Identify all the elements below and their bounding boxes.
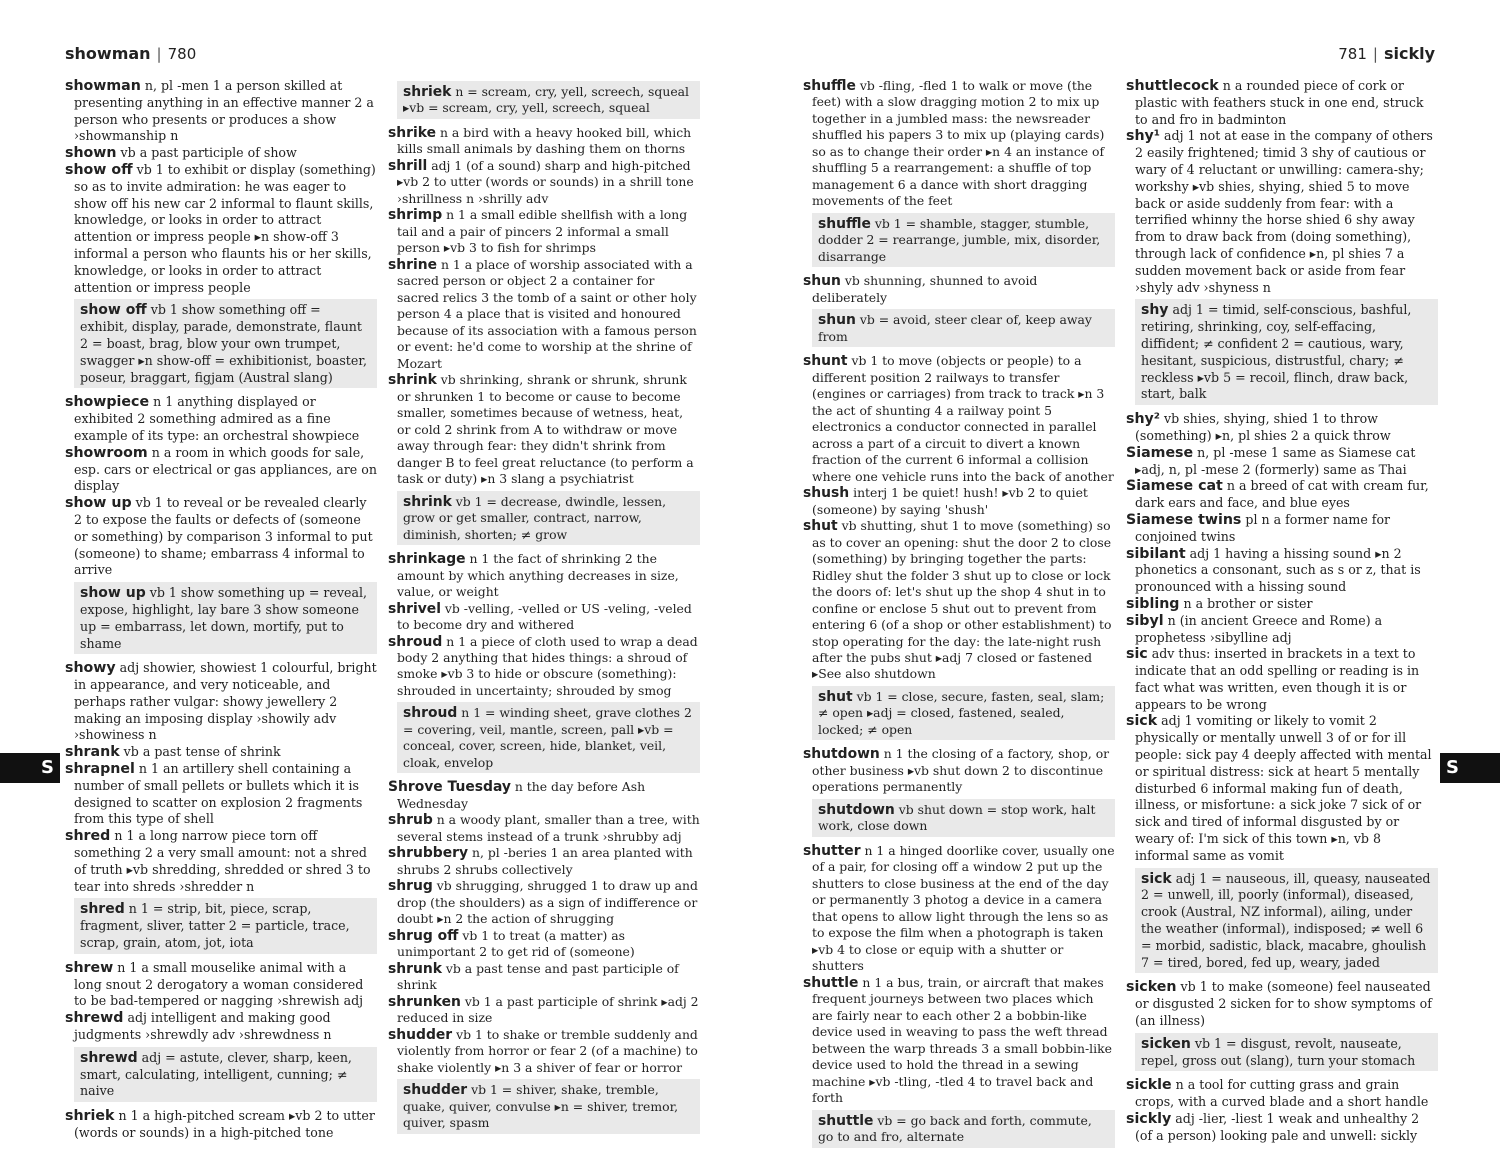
definition-text: adj 1 = timid, self-conscious, bashful, retiring, shrinking, coy, self-effacing, diffident; ≠ confident 2 = cautious, wary, hesitant, suspicious, distrustful, chary; ≠ reckless ▸vb 5 = recoil, flinch, draw back, start, balk: [1141, 302, 1412, 402]
dictionary-entry: [65, 161, 377, 296]
definition-text: n 1 a place of worship associated with a sacred person or object 2 a container for sacred relics 3 the tomb of a saint or other holy person 4 a place that is visited and honoured because of its association with a famous person or event: he'd come to worship at the shrine of Mozart: [397, 256, 697, 371]
headword: sibyl: [1126, 612, 1164, 629]
dictionary-entry: [1126, 1077, 1438, 1111]
headword: shown: [65, 145, 117, 162]
dictionary-entry: [388, 845, 700, 878]
definition-text: adj 1 (of a sound) sharp and high-pitched ▸vb 2 to utter (words or sounds) in a shrill tone ›shrillness n ›shrilly adv: [397, 157, 694, 206]
headword: shuttle: [803, 974, 859, 991]
thumb-index-tab-left: [0, 753, 60, 783]
dictionary-column-2: [388, 78, 700, 1140]
thumb-index-letter: S: [1446, 757, 1459, 778]
definition-text: vb 1 to reveal or be revealed clearly 2 to expose the faults or defects of (someone or something) by comparison 3 informal to put (someone) to shame; embarrass 4 informal to arrive: [74, 495, 373, 578]
headword: sick: [1126, 713, 1158, 730]
headword: shudder: [403, 1082, 468, 1099]
definition-text: n 1 the closing of a factory, shop, or other business ▸vb shut down 2 to discontinue operations permanently: [812, 746, 1110, 795]
headword: shred: [65, 828, 111, 845]
definition-text: n 1 a piece of cloth used to wrap a dead body 2 anything that hides things: a shroud of smoke ▸vb 3 to hide or obscure (something): shrouded in uncertainty; shrouded by smog: [397, 633, 698, 698]
thesaurus-box: [812, 686, 1115, 740]
dictionary-entry: [388, 124, 700, 158]
headword: shrank: [65, 744, 120, 761]
headword: sicken: [1126, 979, 1177, 996]
dictionary-entry: [1126, 444, 1438, 479]
definition-text: n a bird with a heavy hooked bill, which kills small animals by dashing them on thorns: [397, 124, 692, 157]
headword: shrink: [388, 372, 437, 389]
dictionary-entry: [65, 660, 377, 744]
definition-text: adj 1 having a hissing sound ▸n 2 phonetics a consonant, such as s or z, that is pronounced with a hissing sound: [1135, 545, 1421, 595]
headword: shrimp: [388, 207, 443, 224]
running-head-left: showman | 780: [65, 44, 197, 63]
headword: sick: [1141, 870, 1172, 887]
headword: sic: [1126, 646, 1148, 663]
headword: shuttlecock: [1126, 78, 1219, 94]
headword: shriek: [403, 84, 452, 100]
headword: shudder: [388, 1026, 453, 1043]
dictionary-entry: [1126, 979, 1438, 1029]
headword: shrub: [388, 812, 433, 829]
dictionary-entry: [65, 495, 377, 579]
dictionary-entry: [803, 518, 1115, 683]
definition-text: vb -velling, -velled or US -veling, -veled to become dry and withered: [397, 600, 692, 633]
definition-text: n a rounded piece of cork or plastic with feathers stuck in one end, struck to and fro in badminton: [1135, 78, 1424, 127]
thesaurus-box: [1135, 868, 1438, 974]
definition-text: n 1 an artillery shell containing a number of small pellets or bullets which it is designed to scatter on explosion 2 fragments from this type of shell: [74, 761, 363, 827]
headword: shy²: [1126, 411, 1161, 428]
headword: shuttle: [818, 1112, 874, 1129]
definition-text: vb shies, shying, shied 1 to throw (something) ▸n, pl shies 2 a quick throw: [1135, 411, 1391, 443]
definition-text: n a breed of cat with cream fur, dark ears and face, and blue eyes: [1135, 478, 1429, 511]
definition-text: n (in ancient Greece and Rome) a prophetess ›sibylline adj: [1135, 612, 1383, 645]
headword: showroom: [65, 444, 148, 461]
dictionary-entry: [388, 633, 700, 700]
definition-text: vb 1 = decrease, dwindle, lessen, grow or get smaller, contract, narrow, diminish, shorten; ≠ grow: [403, 493, 667, 542]
dictionary-entry: [388, 600, 700, 634]
dictionary-entry: [388, 812, 700, 845]
definition-text: adj 1 vomiting or likely to vomit 2 physically or mentally unwell 3 of or for ill people: sick pay 4 deeply affected with mental or spiritual distress: sick at heart 5 mentally disturbed 6 informal making fun of death, illness, or misfortune: a sick joke 7 sick of or sick and tired of informal disgusted by or weary of: I'm sick of this town ▸n, vb 8 informal same as vomit: [1135, 713, 1432, 863]
headword: showpiece: [65, 394, 150, 411]
dictionary-entry: [388, 551, 700, 600]
headword: show off: [65, 161, 133, 178]
headword: shutdown: [803, 746, 880, 763]
headword: shred: [80, 901, 125, 918]
headword: shun: [803, 273, 841, 290]
dictionary-entry: [65, 1010, 377, 1044]
thesaurus-box: [397, 702, 700, 773]
thumb-index-tab-right: [1440, 753, 1500, 783]
dictionary-entry: [65, 78, 377, 145]
dictionary-entry: [388, 256, 700, 372]
headword: shriek: [65, 1108, 115, 1125]
definition-text: n, pl -beries 1 an area planted with shrubs 2 shrubs collectively: [397, 845, 693, 877]
definition-text: vb shrugging, shrugged 1 to draw up and drop (the shoulders) as a sign of indifference or doubt ▸n 2 the action of shrugging: [397, 878, 698, 927]
dictionary-entry: [1126, 612, 1438, 647]
headword: Shrove Tuesday: [388, 779, 511, 796]
dictionary-entry: [65, 394, 377, 444]
dictionary-entry: [803, 842, 1115, 975]
dictionary-entry: [803, 353, 1115, 485]
thesaurus-box: [812, 799, 1115, 837]
thesaurus-box: [397, 491, 700, 545]
dictionary-entry: [1126, 511, 1438, 546]
dictionary-entry: [65, 744, 377, 761]
dictionary-entry: [1126, 78, 1438, 128]
dictionary-entry: [388, 878, 700, 927]
definition-text: vb a past tense and past participle of shrink: [397, 960, 679, 993]
definition-text: vb 1 = shamble, stagger, stumble, dodder 2 = rearrange, jumble, mix, disorder, disarrange: [818, 215, 1101, 264]
headword: showman: [65, 78, 141, 94]
definition-text: vb 1 to make (someone) feel nauseated or disgusted 2 sicken for to show symptoms of (an illness): [1135, 979, 1432, 1029]
definition-text: n 1 a long narrow piece torn off something 2 a very small amount: not a shred of truth ▸vb shredding, shredded or shred 3 to tear into shreds ›shredder n: [74, 828, 371, 894]
definition-text: n 1 a small edible shellfish with a long tail and a pair of pincers 2 informal a small person ▸vb 3 to fish for shrimps: [397, 207, 688, 256]
dictionary-entry: [388, 372, 700, 487]
definition-text: vb = go back and forth, commute, go to and fro, alternate: [818, 1112, 1092, 1145]
definition-text: vb shut down = stop work, halt work, close down: [818, 801, 1096, 834]
definition-text: adj intelligent and making good judgments ›shrewdly adv ›shrewdness n: [74, 1010, 332, 1043]
headword: shrink: [403, 493, 452, 510]
thesaurus-box: [1135, 299, 1438, 405]
headword: shrivel: [388, 600, 441, 617]
headword: sickle: [1126, 1077, 1172, 1094]
dictionary-column-4: [1126, 78, 1438, 1145]
headword: show off: [80, 302, 147, 319]
dictionary-entry: [1126, 1111, 1438, 1145]
dictionary-entry: [388, 993, 700, 1027]
thesaurus-box: [74, 582, 377, 654]
dictionary-column-3: [803, 78, 1115, 1154]
dictionary-entry: [65, 761, 377, 828]
thumb-index-letter: S: [41, 757, 54, 778]
thesaurus-box: [74, 1047, 377, 1102]
definition-text: vb 1 to treat (a matter) as unimportant 2 to get rid of (someone): [397, 927, 635, 960]
dictionary-entry: [803, 273, 1115, 306]
headword: shrubbery: [388, 845, 469, 862]
definition-text: adv thus: inserted in brackets in a text to indicate that an odd spelling or reading is in fact what was written, even though it is or appears to be wrong: [1135, 646, 1420, 712]
definition-text: adj showier, showiest 1 colourful, bright in appearance, and very noticeable, and perhaps rather vulgar: showy jewellery 2 making an imposing display ›showily adv ›showiness n: [74, 660, 377, 743]
thesaurus-box: [74, 299, 377, 388]
definition-text: vb = avoid, steer clear of, keep away from: [818, 312, 1092, 344]
definition-text: vb 1 to move (objects or people) to a different position 2 railways to transfer (engines or carriages) from track to track ▸n 3 the act of shunting 4 a railway point 5 electronics a conductor connected in parallel across a part of a circuit to divert a known fraction of the current 6 informal a collision where one vehicle runs into the back of another: [812, 353, 1114, 484]
dictionary-entry: [65, 1108, 377, 1142]
headword: shrapnel: [65, 761, 135, 778]
headword: show up: [80, 585, 146, 602]
headword: shut: [818, 688, 853, 705]
headword: shrewd: [65, 1010, 124, 1027]
headword: shuffle: [818, 215, 871, 232]
headword: Siamese twins: [1126, 511, 1242, 528]
page-number-right: 781: [1338, 45, 1367, 63]
definition-text: vb 1 = shiver, shake, tremble, quake, quiver, convulse ▸n = shiver, tremor, quiver, spasm: [403, 1082, 679, 1131]
dictionary-entry: [388, 157, 700, 207]
definition-text: n a room in which goods for sale, esp. cars or electrical or gas appliances, are on display: [74, 444, 377, 494]
definition-text: vb 1 to exhibit or display (something) so as to invite admiration: he was eager to show off his new car 2 informal to flaunt skills, knowledge, or looks in order to attract attention or impress people ▸n show-off 3 informal a person who flaunts his or her skills, knowledge, or looks in order to attract attention or impress people: [74, 161, 376, 295]
headword: shrinkage: [388, 551, 466, 568]
headword: sickly: [1126, 1111, 1172, 1128]
definition-text: vb shunning, shunned to avoid deliberately: [812, 273, 1038, 305]
definition-text: n 1 a hinged doorlike cover, usually one of a pair, for closing off a window 2 put up the shutters to close business at the end of the day or permanently 3 photog a device in a camera that opens to allow light through the lens so as to expose the film when a photograph is taken ▸vb 4 to close or equip with a shutter or shutters: [812, 842, 1115, 974]
headword: shutter: [803, 842, 861, 859]
thesaurus-box: [812, 1110, 1115, 1148]
dictionary-entry: [803, 78, 1115, 210]
headword: sicken: [1141, 1035, 1191, 1052]
definition-text: n 1 a small mouselike animal with a long snout 2 derogatory a woman considered to be bad-tempered or nagging ›shrewish adj: [74, 959, 364, 1009]
thesaurus-box: [812, 213, 1115, 267]
headword: shroud: [388, 633, 443, 650]
definition-text: n 1 = strip, bit, piece, scrap, fragment, sliver, tatter 2 = particle, trace, scrap, grain, atom, jot, iota: [80, 901, 350, 951]
dictionary-entry: [1126, 545, 1438, 596]
thesaurus-box: [397, 1079, 700, 1133]
definition-text: n, pl -mese 1 same as Siamese cat ▸adj, n, pl -mese 2 (formerly) same as Thai: [1135, 444, 1416, 477]
dictionary-entry: [803, 485, 1115, 518]
headword: shrew: [65, 959, 114, 976]
dictionary-entry: [1126, 646, 1438, 713]
headword: Siamese cat: [1126, 478, 1223, 495]
headword: shy¹: [1126, 128, 1161, 145]
definition-text: adj -lier, -liest 1 weak and unhealthy 2 (of a person) looking pale and unwell: sickly: [1135, 1111, 1420, 1143]
headword: shutdown: [818, 801, 895, 818]
dictionary-entry: [388, 960, 700, 994]
definition-text: vb 1 to shake or tremble suddenly and violently from horror or fear 2 (of a machine) to shake violently ▸n 3 a shiver of fear or horror: [397, 1026, 698, 1075]
dictionary-entry: [388, 1026, 700, 1076]
definition-text: adj 1 not at ease in the company of others 2 easily frightened; timid 3 shy of cautious or wary of 4 reluctant or unwilling: camera-shy; workshy ▸vb shies, shying, shied 5 to move back or aside suddenly from fear: with a terrified whinny the horse shied 6 shy away from to draw back from (doing something), through lack of confidence ▸n, pl shies 7 a sudden movement back or aside from fear ›shyly adv ›shyness n: [1135, 128, 1433, 295]
dictionary-entry: [1126, 595, 1438, 613]
definition-text: pl n a former name for conjoined twins: [1135, 511, 1391, 544]
dictionary-entry: [1126, 478, 1438, 512]
thesaurus-box: [1135, 1033, 1438, 1072]
dictionary-entry: [1126, 411, 1438, 445]
definition-text: adj 1 = nauseous, ill, queasy, nauseated 2 = unwell, ill, poorly (informal), diseased, crook (Austral, NZ informal), ailing, under the weather (informal), indisposed; ≠ well 6 = morbid, sadistic, black, macabre, ghoulish 7 = tired, bored, fed up, weary, jaded: [1141, 870, 1431, 970]
definition-text: vb shutting, shut 1 to move (something) so as to cover an opening: shut the door 2 to close (something) by bringing together the parts: Ridley shut the folder 3 shut up to close or lock the doors of: let's shut up the shop 4 shut in to confine or enclose 5 shut out to prevent from entering 6 (of a shop or other establishment) to stop operating for the day: the late-night rush after the pubs shut ▸adj 7 closed or fastened ▸See also shutdown: [812, 518, 1112, 682]
definition-text: n, pl -men 1 a person skilled at presenting anything in an effective manner 2 a person who presents or produces a show ›showmanship n: [74, 78, 374, 144]
definition-text: n the day before Ash Wednesday: [397, 779, 646, 811]
definition-text: n = scream, cry, yell, screech, squeal ▸vb = scream, cry, yell, screech, squeal: [403, 84, 690, 116]
headword: shrunken: [388, 993, 461, 1010]
dictionary-column-1: [65, 78, 377, 1142]
guide-word-right: sickly: [1383, 44, 1435, 63]
dictionary-entry: [388, 779, 700, 812]
definition-text: n a tool for cutting grass and grain crops, with a curved blade and a short handle: [1135, 1077, 1429, 1110]
dictionary-entry: [803, 974, 1115, 1107]
thesaurus-box: [812, 309, 1115, 347]
headword: shrunk: [388, 960, 442, 977]
dictionary-entry: [65, 828, 377, 895]
headword: show up: [65, 495, 132, 512]
headword: sibilant: [1126, 545, 1186, 562]
definition-text: vb shrinking, shrank or shrunk, shrunk or shrunken 1 to become or cause to become smaller, sometimes because of wetness, heat, or cold 2 shrink from A to withdraw or move away through fear: they didn't shrink from danger B to feel great reluctance (to perform a task or duty) ▸n 3 slang a psychiatrist: [397, 372, 694, 487]
dictionary-entry: [388, 927, 700, 961]
definition-text: n 1 a high-pitched scream ▸vb 2 to utter (words or sounds) in a high-pitched tone: [74, 1108, 375, 1141]
headword: Siamese: [1126, 444, 1194, 461]
definition-text: n 1 the fact of shrinking 2 the amount by which anything decreases in size, value, or weight: [397, 551, 679, 600]
definition-text: vb -fling, -fled 1 to walk or move (the feet) with a slow dragging motion 2 to mix up together in a jumbled mass: the newsreader shuffled his papers 3 to mix up (playing cards) so as to change their order ▸n 4 an instance of shuffling 5 a rearrangement: a shuffle of top management 6 a dance with short dragging movements of the feet: [812, 78, 1105, 209]
dictionary-entry: [65, 959, 377, 1010]
definition-text: n 1 a bus, train, or aircraft that makes frequent journeys between two places which are fairly near to each other 2 a bobbin-like device used in weaving to pass the weft thread between the warp threads 3 a small bobbin-like device used to hold the thread in a sewing machine ▸vb -tling, -tled 4 to travel back and forth: [812, 974, 1112, 1106]
definition-text: interj 1 be quiet! hush! ▸vb 2 to quiet (someone) by saying 'shush': [812, 485, 1088, 517]
guide-word-left: showman: [65, 44, 151, 63]
page-number-left: 780: [167, 45, 197, 63]
definition-text: vb 1 = close, secure, fasten, seal, slam; ≠ open ▸adj = closed, fastened, sealed, locked; ≠ open: [818, 688, 1105, 737]
dictionary-entry: [1126, 128, 1438, 296]
headword: shun: [818, 312, 856, 329]
definition-text: n a brother or sister: [1183, 595, 1313, 611]
headword: shrill: [388, 157, 428, 174]
headword: shut: [803, 518, 838, 535]
headword: shush: [803, 485, 850, 502]
headword: shrike: [388, 124, 437, 141]
headword: showy: [65, 660, 116, 677]
definition-text: vb 1 = disgust, revolt, nauseate, repel, gross out (slang), turn your stomach: [1141, 1035, 1416, 1068]
definition-text: vb 1 show something up = reveal, expose, highlight, lay bare 3 show someone up = embarrass, let down, mortify, put to shame: [80, 585, 367, 651]
dictionary-entry: [388, 207, 700, 256]
headword: shrug: [388, 878, 433, 895]
running-head-right: 781 | sickly: [1338, 44, 1435, 63]
headword: sibling: [1126, 595, 1180, 612]
headword: shy: [1141, 302, 1169, 319]
headword: shuffle: [803, 78, 856, 94]
definition-text: vb a past tense of shrink: [123, 744, 281, 760]
dictionary-entry: [65, 145, 377, 162]
thesaurus-box: [397, 81, 700, 119]
definition-text: vb a past participle of show: [120, 145, 297, 161]
definition-text: adj = astute, clever, sharp, keen, smart, calculating, intelligent, cunning; ≠ naive: [80, 1049, 352, 1099]
definition-text: n 1 = winding sheet, grave clothes 2 = covering, veil, mantle, screen, pall ▸vb = conceal, cover, screen, hide, blanket, veil, cloak, envelop: [403, 705, 692, 770]
definition-text: vb 1 show something off = exhibit, display, parade, demonstrate, flaunt 2 = boast, brag, blow your own trumpet, swagger ▸n show-off = exhibitionist, boaster, poseur, braggart, figjam (Austral slang): [80, 302, 367, 385]
dictionary-entry: [65, 444, 377, 495]
headword: shrine: [388, 256, 438, 273]
headword: shroud: [403, 705, 458, 722]
thesaurus-box: [74, 898, 377, 953]
definition-text: vb 1 a past participle of shrink ▸adj 2 reduced in size: [397, 993, 699, 1026]
definition-text: n a woody plant, smaller than a tree, with several stems instead of a trunk ›shrubby adj: [397, 812, 700, 844]
headword: shrewd: [80, 1049, 138, 1066]
definition-text: n 1 anything displayed or exhibited 2 something admired as a fine example of its type: an orchestral showpiece: [74, 394, 360, 443]
dictionary-entry: [1126, 713, 1438, 864]
headword: shrug off: [388, 927, 459, 944]
dictionary-entry: [803, 746, 1115, 795]
headword: shunt: [803, 353, 848, 370]
